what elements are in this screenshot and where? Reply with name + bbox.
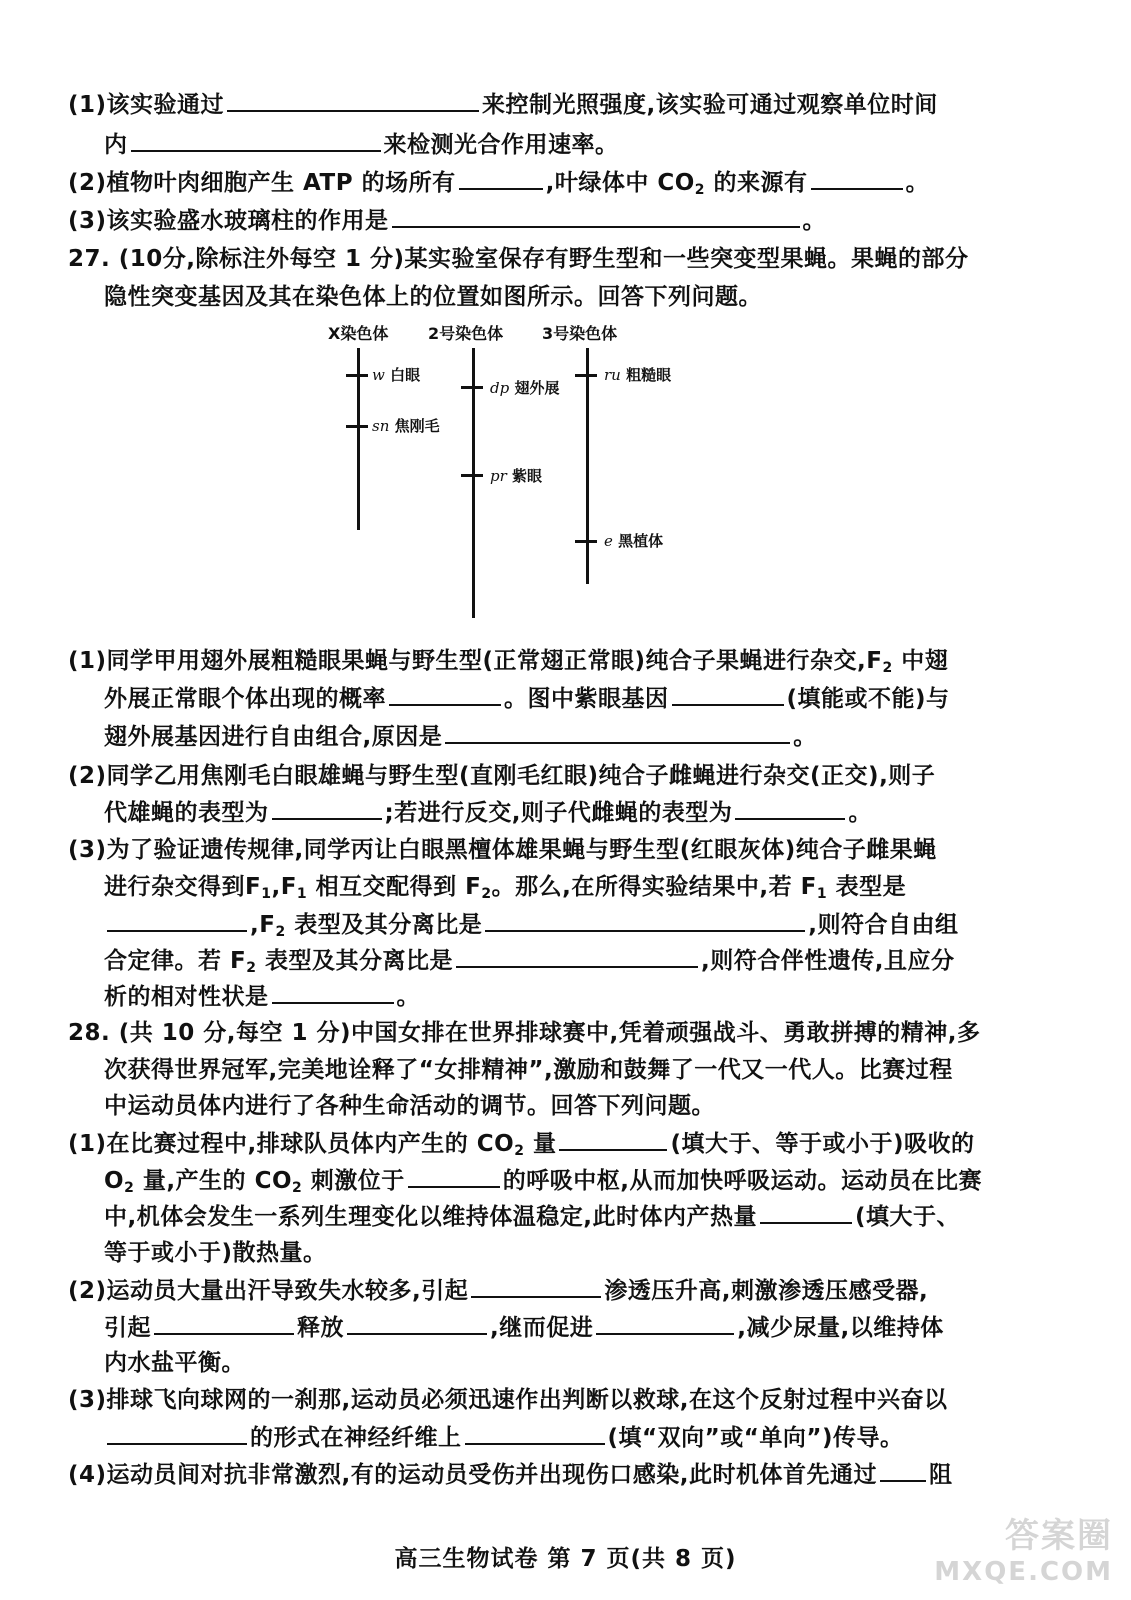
q26-part3: [68, 204, 826, 237]
chromosome-3-line: [586, 348, 589, 584]
gene-tick-w: [346, 374, 368, 377]
answer-blank[interactable]: [392, 204, 800, 228]
text: 进行杂交得到F: [104, 874, 262, 900]
gene-tick-dp: [461, 386, 483, 389]
text: (填大于、: [854, 1204, 960, 1230]
q27-intro-line2: 隐性突变基因及其在染色体上的位置如图所示。回答下列问题。: [104, 284, 762, 310]
chromosome-2-title: 2号染色体: [428, 324, 504, 343]
text: ,继而促进: [490, 1315, 594, 1341]
answer-blank[interactable]: [811, 166, 903, 190]
q28-intro-line2: 次获得世界冠军,完美地诠释了“女排精神”,激励和鼓舞了一代又一代人。比赛过程: [104, 1057, 953, 1083]
text: 合定律。若 F: [104, 948, 247, 974]
text: 的来源有: [705, 170, 808, 196]
gene-label-sn: sn 焦刚毛: [372, 417, 440, 435]
q27-part1-line1: [68, 645, 948, 684]
text: 。: [396, 984, 420, 1010]
text: (1)同学甲用翅外展粗糙眼果蝇与野生型(正常翅正常眼)纯合子果蝇进行杂交,F: [68, 648, 883, 674]
gene-label-ru: ru 粗糙眼: [604, 366, 672, 384]
q27-part2-line2: [104, 796, 872, 829]
text: 的呼吸中枢,从而加快呼吸运动。运动员在比赛: [502, 1168, 983, 1194]
answer-blank[interactable]: [559, 1127, 667, 1151]
subscript: 2: [694, 182, 706, 198]
q28-intro-line1: 28. (共 10 分,每空 1 分)中国女排在世界排球赛中,凭着顽强战斗、勇敢拼搏的精神,多: [68, 1020, 981, 1046]
text: 刺激位于: [302, 1168, 405, 1194]
text: (2)运动员大量出汗导致失水较多,引起: [68, 1278, 469, 1304]
answer-blank[interactable]: [107, 1421, 247, 1445]
answer-blank[interactable]: [347, 1311, 487, 1335]
answer-blank[interactable]: [485, 908, 805, 932]
answer-blank[interactable]: [596, 1311, 734, 1335]
answer-blank[interactable]: [465, 1421, 605, 1445]
subscript: 2: [246, 960, 257, 976]
text: (填大于、等于或小于)吸收的: [670, 1131, 975, 1157]
gene-label-w: w 白眼: [372, 366, 421, 384]
q28-part2-line3: 内水盐平衡。: [104, 1350, 245, 1376]
q28-part4-line1: [68, 1458, 953, 1491]
q28-part2-line1: [68, 1274, 928, 1307]
answer-blank[interactable]: [760, 1200, 852, 1224]
text: 。: [848, 800, 872, 826]
text: 渗透压升高,刺激渗透压感受器,: [604, 1278, 929, 1304]
text: ,叶绿体中 CO: [545, 170, 695, 196]
text: 阻: [929, 1462, 953, 1488]
watermark-logo-text: 答案圈: [1005, 1516, 1113, 1556]
q27-part2-line1: (2)同学乙用焦刚毛白眼雄蝇与野生型(直刚毛红眼)纯合子雌蝇进行杂交(正交),则子: [68, 763, 936, 789]
subscript: 2: [124, 1180, 135, 1196]
q27-part3-line1: (3)为了验证遗传规律,同学丙让白眼黑檀体雄果蝇与野生型(红眼灰体)纯合子雌果蝇: [68, 837, 937, 863]
answer-blank[interactable]: [880, 1458, 926, 1482]
text: 。: [793, 724, 817, 750]
gene-tick-pr: [461, 474, 483, 477]
subscript: 2: [275, 924, 286, 940]
text: 。图中紫眼基因: [504, 686, 669, 712]
q27-intro-line1: 27. (10分,除标注外每空 1 分)某实验室保存有野生型和一些突变型果蝇。果蝇的部分: [68, 246, 969, 272]
gene-tick-e: [575, 540, 597, 543]
q28-part3-line2: [104, 1421, 904, 1454]
text: 表型及其分离比是: [285, 912, 483, 938]
gene-label-dp: dp 翅外展: [490, 379, 560, 397]
q28-intro-line3: 中运动员体内进行了各种生命活动的调节。回答下列问题。: [104, 1093, 715, 1119]
answer-blank[interactable]: [107, 908, 247, 932]
page-footer: 高三生物试卷 第 7 页(共 8 页): [394, 1546, 737, 1572]
answer-blank[interactable]: [389, 682, 501, 706]
text: 翅外展基因进行自由组合,原因是: [104, 724, 443, 750]
q27-part1-line2: [104, 682, 950, 715]
text: (填能或不能)与: [786, 686, 950, 712]
q27-part3-line5: [104, 980, 420, 1013]
answer-blank[interactable]: [408, 1164, 500, 1188]
subscript: 2: [481, 886, 492, 902]
text: (3)该实验盛水玻璃柱的作用是: [68, 208, 389, 234]
text: 。那么,在所得实验结果中,若 F: [491, 874, 817, 900]
site-watermark: [934, 1508, 1113, 1587]
q26-part1-line2: [104, 128, 619, 161]
answer-blank[interactable]: [471, 1274, 601, 1298]
text: 来控制光照强度,该实验可通过观察单位时间: [482, 92, 938, 118]
q28-part1-line4: 等于或小于)散热量。: [104, 1240, 327, 1266]
q27-part1-line3: [104, 720, 817, 753]
text: 内: [104, 132, 128, 158]
gene-tick-sn: [346, 425, 368, 428]
chromosome-3-title: 3号染色体: [542, 324, 618, 343]
q28-part1-line3: [104, 1200, 960, 1233]
q27-part3-line4: [104, 944, 954, 984]
q26-part1-line1: [68, 88, 938, 121]
answer-blank[interactable]: [672, 682, 784, 706]
text: (2)植物叶肉细胞产生 ATP 的场所有: [68, 170, 456, 196]
subscript: 2: [514, 1143, 525, 1159]
text: 量,产生的 CO: [134, 1168, 292, 1194]
chromosome-diagram: [320, 315, 720, 625]
text: (填“双向”或“单向”)传导。: [607, 1425, 904, 1451]
q27-part3-line3: [104, 908, 958, 948]
answer-blank[interactable]: [154, 1311, 294, 1335]
answer-blank[interactable]: [131, 128, 381, 152]
q28-part1-line1: [68, 1127, 975, 1167]
text: ,F: [271, 874, 297, 900]
subscript: 2: [292, 1180, 303, 1196]
q28-part3-line1: (3)排球飞向球网的一刹那,运动员必须迅速作出判断以救球,在这个反射过程中兴奋以: [68, 1387, 948, 1413]
text: (1)在比赛过程中,排球队员体内产生的 CO: [68, 1131, 515, 1157]
text: 表型及其分离比是: [256, 948, 453, 974]
x-chromosome-title: X染色体: [328, 324, 389, 343]
text: 释放: [297, 1315, 344, 1341]
text: 的形式在神经纤维上: [250, 1425, 462, 1451]
text: 中,机体会发生一系列生理变化以维持体温稳定,此时体内产热量: [104, 1204, 757, 1230]
answer-blank[interactable]: [456, 944, 698, 968]
text: 。: [802, 208, 827, 234]
subscript: 1: [296, 886, 308, 902]
q28-part1-line2: [104, 1164, 982, 1204]
text: 来检测光合作用速率。: [383, 132, 619, 158]
text: ;若进行反交,则子代雌蝇的表型为: [384, 800, 733, 826]
gene-label-e: e 黑植体: [604, 532, 664, 550]
text: (4)运动员间对抗非常激烈,有的运动员受伤并出现伤口感染,此时机体首先通过: [68, 1462, 878, 1488]
q26-part2: [68, 166, 929, 206]
text: ,则符合伴性遗传,且应分: [700, 948, 955, 974]
q28-part2-line2: [104, 1311, 944, 1344]
subscript: 1: [261, 886, 272, 902]
text: O: [104, 1168, 125, 1194]
text: 量: [524, 1131, 557, 1157]
answer-blank[interactable]: [272, 980, 394, 1004]
text: 中翅: [892, 648, 949, 674]
text: ,则符合自由组: [808, 912, 959, 938]
answer-blank[interactable]: [735, 796, 845, 820]
answer-blank[interactable]: [459, 166, 543, 190]
text: 相互交配得到 F: [307, 874, 482, 900]
text: ,F: [250, 912, 276, 938]
text: 外展正常眼个体出现的概率: [104, 686, 386, 712]
text: ,减少尿量,以维持体: [737, 1315, 944, 1341]
text: 。: [905, 170, 930, 196]
answer-blank[interactable]: [445, 720, 790, 744]
gene-tick-ru: [575, 374, 597, 377]
watermark-url-text: MXQE.COM: [934, 1557, 1113, 1587]
text: 表型是: [827, 874, 907, 900]
q27-part3-line2: [104, 871, 906, 910]
answer-blank[interactable]: [227, 88, 479, 112]
text: 引起: [104, 1315, 151, 1341]
answer-blank[interactable]: [272, 796, 382, 820]
text: (1)该实验通过: [68, 92, 225, 118]
subscript: 2: [882, 660, 893, 676]
text: 析的相对性状是: [104, 984, 269, 1010]
text: 代雄蝇的表型为: [104, 800, 269, 826]
subscript: 1: [816, 886, 828, 902]
gene-label-pr: pr 紫眼: [490, 467, 543, 485]
